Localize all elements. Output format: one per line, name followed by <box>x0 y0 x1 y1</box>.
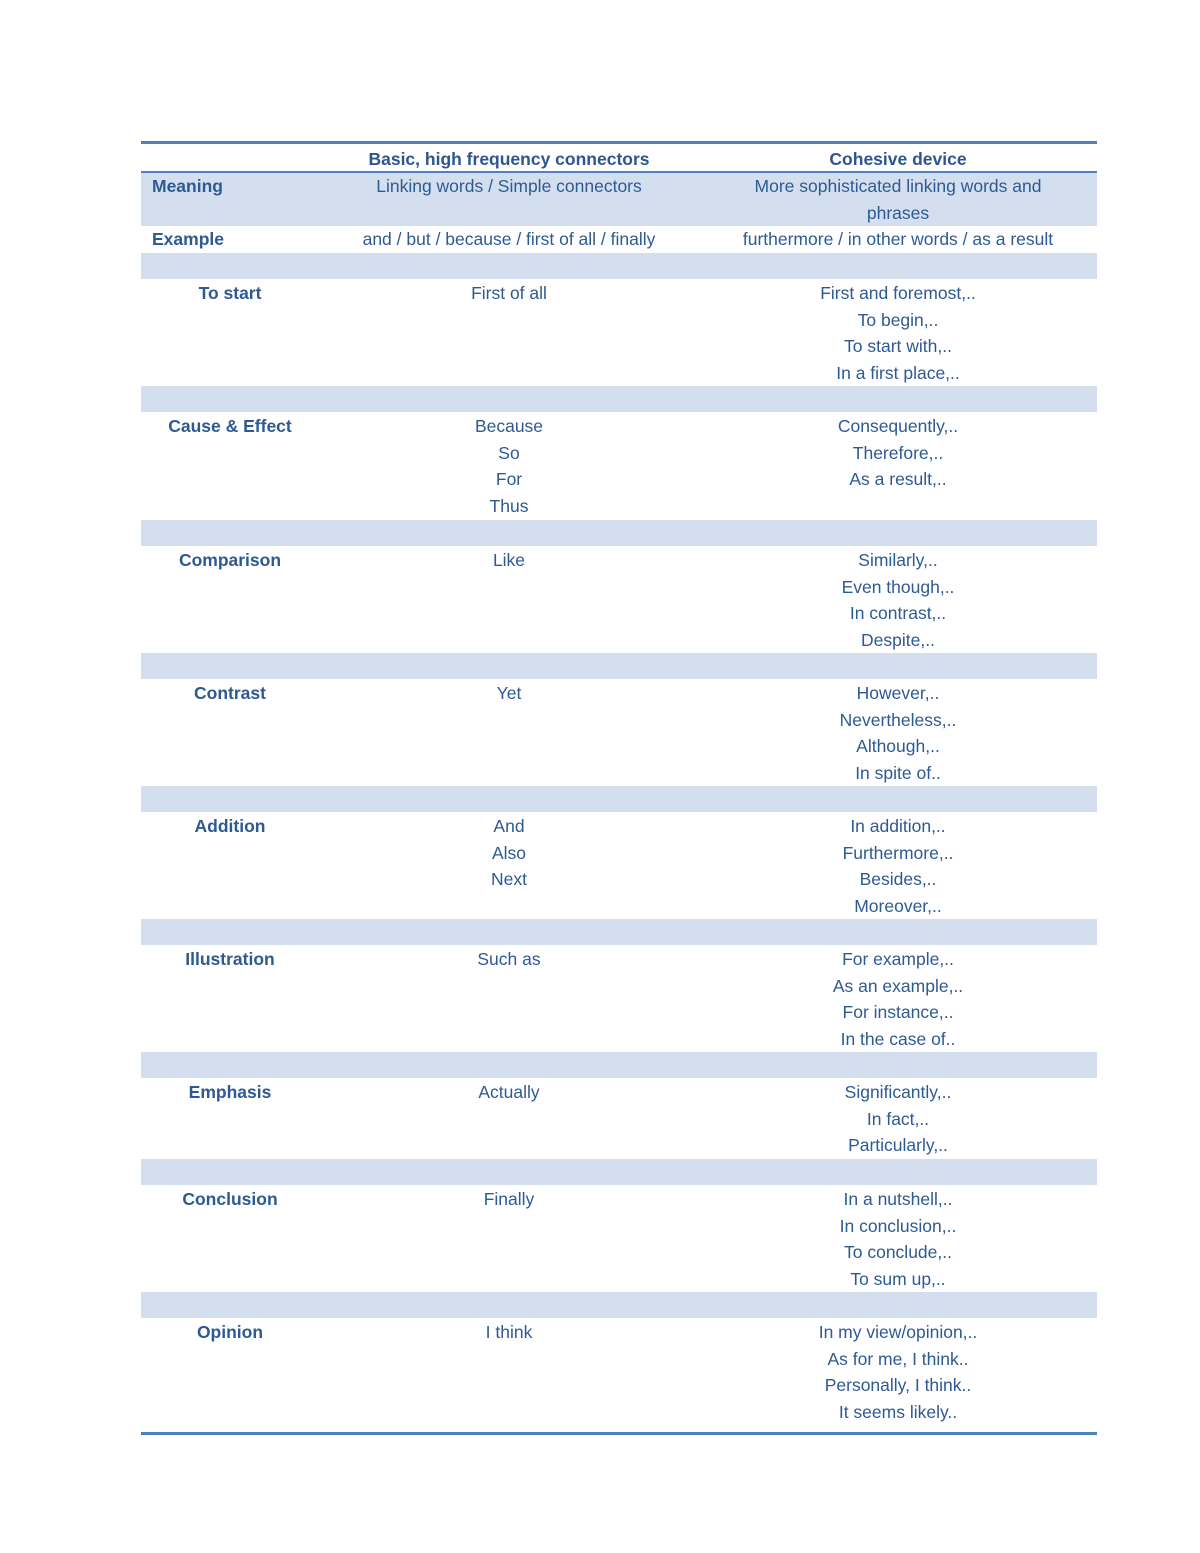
cohesive-device: Personally, I think.. <box>824 1375 972 1396</box>
category-basic <box>319 1319 699 1432</box>
category-basic <box>319 1186 699 1292</box>
cohesive-device: In spite of.. <box>855 762 941 783</box>
basic-connector: For <box>495 469 523 490</box>
meaning-label: Meaning <box>152 176 223 196</box>
category-label: Illustration <box>185 949 275 969</box>
connectors-table <box>141 141 1097 1435</box>
cohesive-device: Despite,.. <box>861 629 935 650</box>
category-label: Opinion <box>196 1322 264 1342</box>
spacer-row <box>141 253 1097 279</box>
example-label: Example <box>152 229 224 249</box>
cohesive-device: To sum up,.. <box>850 1268 946 1289</box>
example-row <box>141 226 1097 253</box>
cohesive-device: Therefore,.. <box>852 442 944 463</box>
basic-connector: Finally <box>483 1189 535 1209</box>
header-col1 <box>141 144 319 171</box>
cohesive-device: Significantly,.. <box>844 1082 952 1102</box>
basic-connector: So <box>498 442 520 463</box>
category-row <box>141 1318 1097 1432</box>
basic-connector: Actually <box>478 1082 540 1102</box>
category-row <box>141 945 1097 1052</box>
meaning-cohesive-line: More sophisticated linking words and <box>754 176 1042 196</box>
cohesive-device: To start with,.. <box>844 336 952 357</box>
meaning-cohesive-line: phrases <box>866 203 930 223</box>
category-cohesive <box>699 413 1097 520</box>
cohesive-device: In addition,.. <box>850 816 946 836</box>
category-label: To start <box>198 283 262 303</box>
category-label: Conclusion <box>182 1189 278 1209</box>
category-basic <box>319 413 699 520</box>
category-row <box>141 412 1097 520</box>
cohesive-device: In my view/opinion,.. <box>818 1322 978 1342</box>
spacer-row <box>141 919 1097 945</box>
category-basic <box>319 547 699 653</box>
category-rows <box>141 253 1097 1432</box>
meaning-row <box>141 173 1097 226</box>
cohesive-device: For example,.. <box>842 949 954 969</box>
cohesive-device: It seems likely.. <box>838 1401 958 1422</box>
meaning-basic: Linking words / Simple connectors <box>376 176 642 196</box>
category-label: Addition <box>194 816 266 836</box>
category-cohesive <box>699 1186 1097 1292</box>
spacer-row <box>141 386 1097 412</box>
basic-connector: I think <box>485 1322 533 1342</box>
cohesive-device: In a nutshell,.. <box>843 1189 953 1209</box>
category-row <box>141 546 1097 653</box>
basic-connector: Like <box>492 550 526 570</box>
cohesive-device: As for me, I think.. <box>827 1348 969 1369</box>
cohesive-device: Although,.. <box>856 736 940 757</box>
category-label: Emphasis <box>188 1082 272 1102</box>
category-basic <box>319 680 699 786</box>
cohesive-device: To conclude,.. <box>844 1242 952 1263</box>
cohesive-device: In a first place,.. <box>836 362 960 383</box>
category-cohesive <box>699 280 1097 386</box>
category-row <box>141 679 1097 786</box>
basic-connector: Yet <box>496 683 522 703</box>
basic-connector: Also <box>491 842 527 863</box>
basic-connector: Next <box>491 869 527 890</box>
cohesive-device: For instance,.. <box>842 1002 954 1023</box>
category-cohesive <box>699 946 1097 1052</box>
category-row <box>141 1185 1097 1292</box>
basic-connector: Because <box>474 416 544 436</box>
category-cohesive <box>699 1079 1097 1159</box>
header-row <box>141 144 1097 173</box>
basic-connector: Such as <box>477 949 541 969</box>
category-basic <box>319 813 699 919</box>
cohesive-device: In the case of.. <box>840 1028 956 1049</box>
cohesive-device: Consequently,.. <box>837 416 959 436</box>
category-label: Comparison <box>178 550 282 570</box>
category-basic <box>319 946 699 1052</box>
spacer-row <box>141 520 1097 546</box>
cohesive-device: As a result,.. <box>849 469 947 490</box>
category-label: Cause & Effect <box>168 416 292 436</box>
category-row <box>141 279 1097 386</box>
basic-connector: And <box>493 816 525 836</box>
cohesive-device: Furthermore,.. <box>842 842 954 863</box>
cohesive-device: However,.. <box>856 683 940 703</box>
category-basic <box>319 280 699 386</box>
cohesive-device: Even though,.. <box>841 576 955 597</box>
basic-connector: First of all <box>471 283 547 303</box>
cohesive-device: As an example,.. <box>832 975 964 996</box>
spacer-row <box>141 1292 1097 1318</box>
cohesive-device: In fact,.. <box>866 1108 930 1129</box>
cohesive-device: To begin,.. <box>857 309 939 330</box>
example-basic: and / but / because / first of all / finally <box>362 229 656 249</box>
cohesive-device: First and foremost,.. <box>820 283 976 303</box>
example-cohesive: furthermore / in other words / as a result <box>742 229 1054 249</box>
category-basic <box>319 1079 699 1159</box>
spacer-row <box>141 1159 1097 1185</box>
meaning-cohesive <box>699 173 1097 226</box>
spacer-row <box>141 1052 1097 1078</box>
cohesive-device: Moreover,.. <box>854 895 942 916</box>
cohesive-device: Nevertheless,.. <box>839 709 957 730</box>
category-label: Contrast <box>194 683 266 703</box>
spacer-row <box>141 653 1097 679</box>
category-cohesive <box>699 680 1097 786</box>
category-row <box>141 812 1097 919</box>
category-cohesive <box>699 1319 1097 1432</box>
cohesive-device: Particularly,.. <box>848 1135 948 1156</box>
cohesive-device: Similarly,.. <box>858 550 938 570</box>
spacer-row <box>141 786 1097 812</box>
category-row <box>141 1078 1097 1159</box>
basic-connector: Thus <box>489 495 529 516</box>
category-cohesive <box>699 813 1097 919</box>
cohesive-device: In conclusion,.. <box>839 1215 957 1236</box>
cohesive-device: In contrast,.. <box>849 603 947 624</box>
header-basic: Basic, high frequency connectors <box>368 149 650 169</box>
cohesive-device: Besides,.. <box>859 869 937 890</box>
header-cohesive: Cohesive device <box>829 149 967 169</box>
category-cohesive <box>699 547 1097 653</box>
